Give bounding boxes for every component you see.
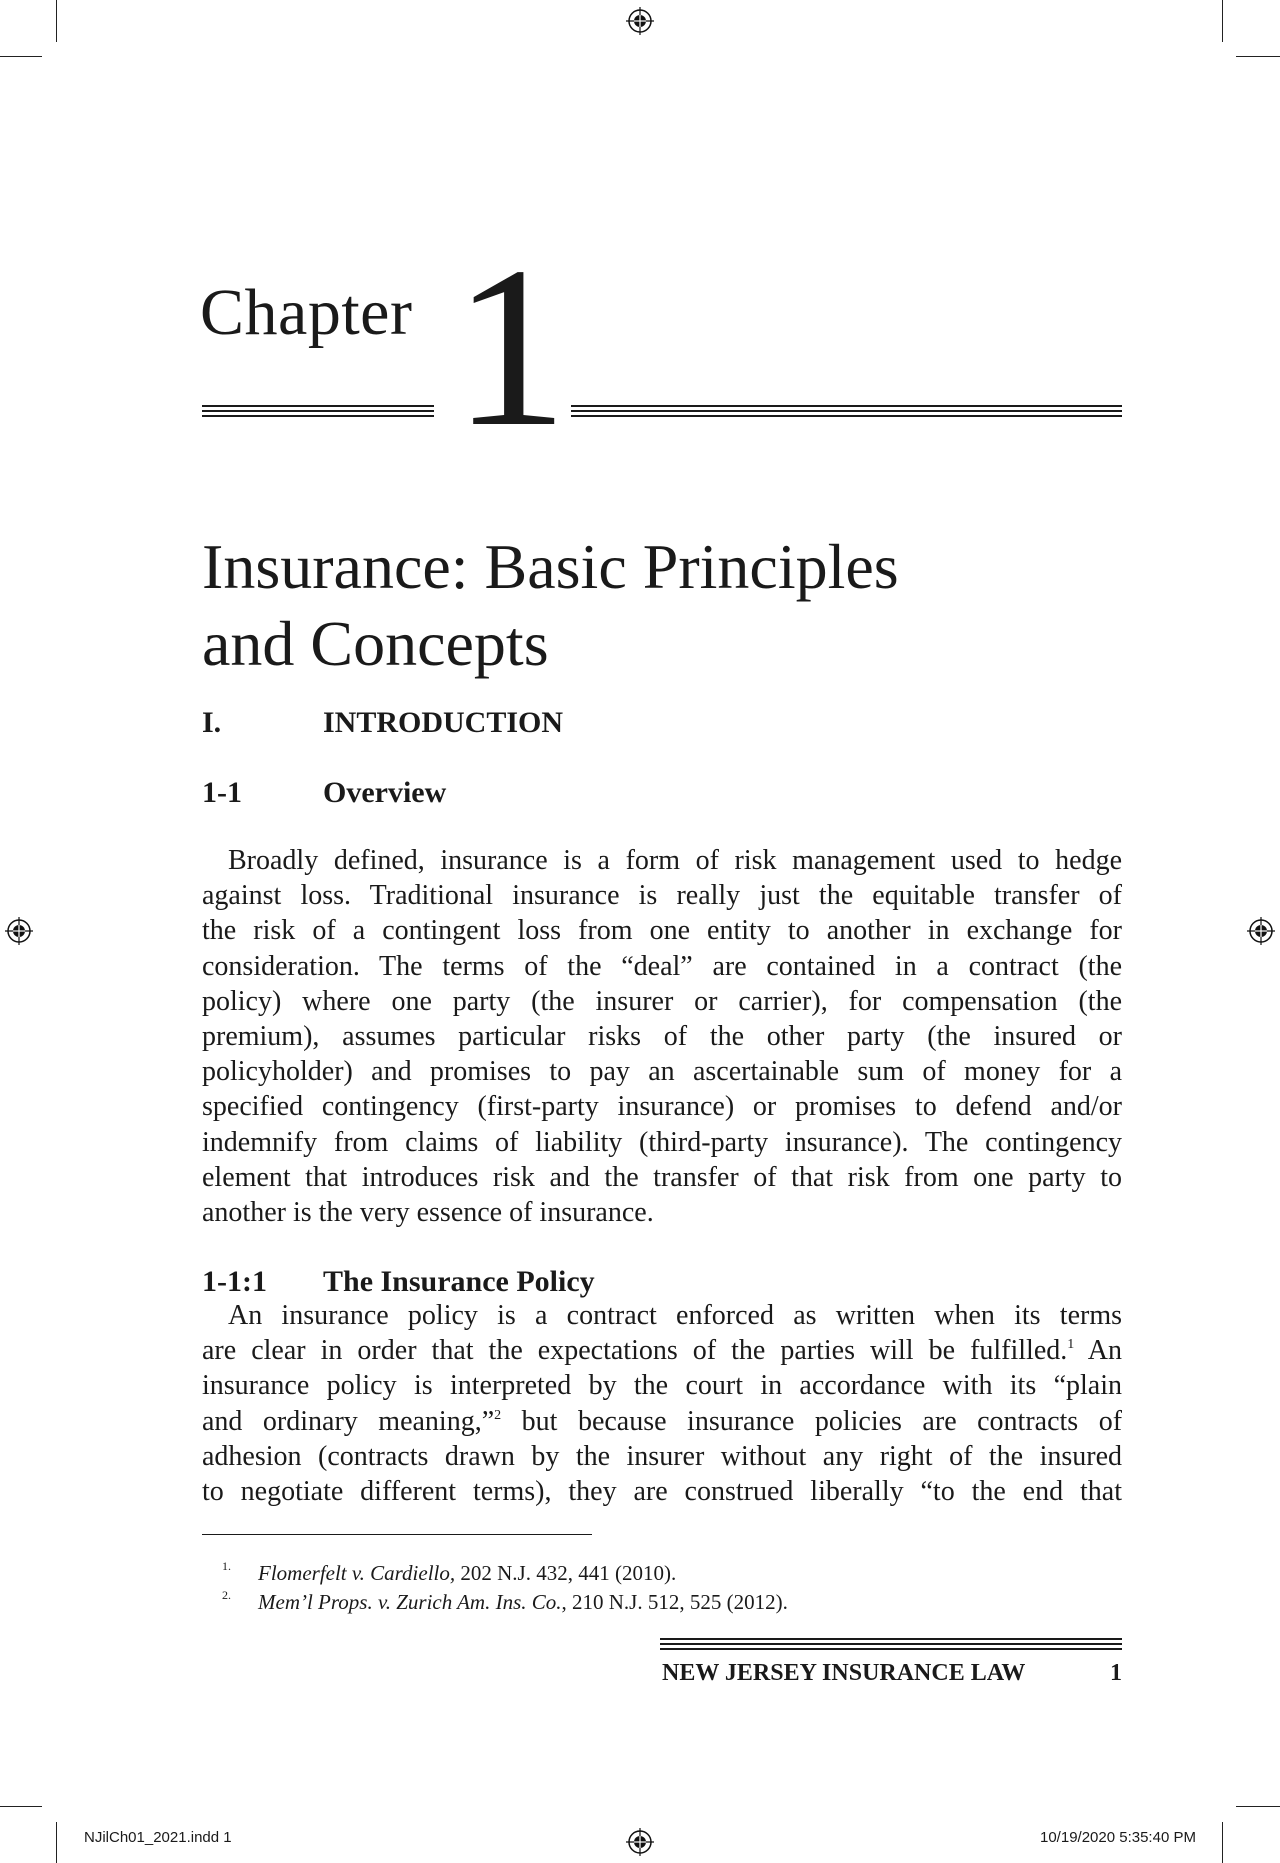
registration-mark-icon (625, 6, 655, 36)
chapter-number: 1 (453, 219, 568, 474)
paragraph-line: indemnify from claims of liability (third-party insurance). The contingency (202, 1126, 1122, 1158)
crop-mark (56, 1822, 57, 1863)
crop-mark (1236, 56, 1280, 57)
subsubsection-number: 1-1:1 (202, 1265, 267, 1298)
crop-mark (1236, 1806, 1280, 1807)
footnote-ref[interactable]: 2 (494, 1407, 502, 1423)
paragraph-line: policy) where one party (the insurer or carrier), for compensation (the (202, 985, 1122, 1017)
footnote-citation: , 210 N.J. 512, 525 (2012). (561, 1590, 788, 1614)
paragraph-line: insurance policy is interpreted by the court in accordance with its “plain (202, 1370, 1122, 1402)
paragraph-line (202, 1333, 1122, 1368)
footnote-ref[interactable]: 1 (1067, 1337, 1075, 1353)
footer-rule (660, 1638, 1122, 1653)
running-title: NEW JERSEY INSURANCE LAW (662, 1660, 1026, 1686)
footnote-citation: 202 N.J. 432, 441 (2010). (455, 1561, 677, 1585)
paragraph-line-part: but because insurance policies are contracts of (521, 1405, 1122, 1437)
paragraph-line: element that introduces risk and the transfer of that risk from one party to (202, 1161, 1122, 1193)
footnote-case-name: Mem’l Props. v. Zurich Am. Ins. Co. (258, 1590, 562, 1614)
section-numeral: I. (202, 706, 222, 739)
chapter-label: Chapter (200, 276, 413, 349)
page-number: 1 (1110, 1660, 1122, 1686)
slug-timestamp: 10/19/2020 5:35:40 PM (1040, 1829, 1196, 1846)
chapter-rule-left (202, 405, 434, 420)
paragraph-line: An insurance policy is a contract enforced as written when its terms (228, 1300, 1122, 1331)
chapter-title (202, 528, 899, 682)
paragraph-line: consideration. The terms of the “deal” are contained in a contract (the (202, 950, 1122, 982)
crop-mark (0, 56, 42, 57)
policy-paragraph (202, 1298, 1122, 1509)
footnote-divider (202, 1534, 592, 1535)
paragraph-line: another is the very essence of insurance. (202, 1197, 654, 1229)
overview-paragraph (202, 843, 1122, 1230)
chapter-title-line: and Concepts (202, 608, 549, 679)
paragraph-line: adhesion (contracts drawn by the insurer without any right of the insured (202, 1440, 1122, 1472)
subsection-number: 1-1 (202, 776, 242, 809)
crop-mark (0, 1806, 42, 1807)
subsection-title: Overview (323, 776, 447, 809)
paragraph-line-part: An (1087, 1335, 1122, 1367)
crop-mark (1222, 0, 1223, 42)
registration-mark-icon (1246, 916, 1276, 946)
registration-mark-icon (4, 916, 34, 946)
footnote-mark: 1. (222, 1559, 231, 1573)
registration-mark-icon (625, 1827, 655, 1857)
chapter-title-line: Insurance: Basic Principles (202, 531, 899, 602)
slug-filename: NJilCh01_2021.indd 1 (84, 1829, 232, 1846)
paragraph-line: specified contingency (first-party insurance) or promises to defend and/or (202, 1091, 1122, 1123)
crop-mark (56, 0, 57, 42)
footnote-mark: 2. (222, 1588, 231, 1602)
subsection-heading (202, 778, 446, 808)
paragraph-line-part: are clear in order that the expectations of the parties will be fulfilled. (202, 1335, 1068, 1367)
paragraph-line (202, 1404, 1122, 1439)
footnote-1 (222, 1559, 677, 1585)
paragraph-line: Broadly defined, insurance is a form of risk management used to hedge (228, 845, 1122, 876)
subsubsection-heading (202, 1267, 595, 1297)
paragraph-line: premium), assumes particular risks of the other party (the insured or (202, 1021, 1122, 1053)
footnote-2 (222, 1588, 788, 1614)
paragraph-line-part: and ordinary meaning,” (202, 1405, 495, 1437)
section-heading (202, 708, 563, 738)
paragraph-line: policyholder) and promises to pay an ascertainable sum of money for a (202, 1056, 1122, 1088)
paragraph-line: to negotiate different terms), they are construed liberally “to the end that (202, 1476, 1122, 1508)
paragraph-line: the risk of a contingent loss from one entity to another in exchange for (202, 915, 1122, 947)
crop-mark (1222, 1822, 1223, 1863)
chapter-rule-right (571, 405, 1122, 420)
footnote-case-name: Flomerfelt v. Cardiello, (258, 1561, 456, 1585)
subsubsection-title: The Insurance Policy (323, 1265, 595, 1298)
section-title: INTRODUCTION (323, 706, 564, 739)
paragraph-line: against loss. Traditional insurance is really just the equitable transfer of (202, 880, 1122, 912)
